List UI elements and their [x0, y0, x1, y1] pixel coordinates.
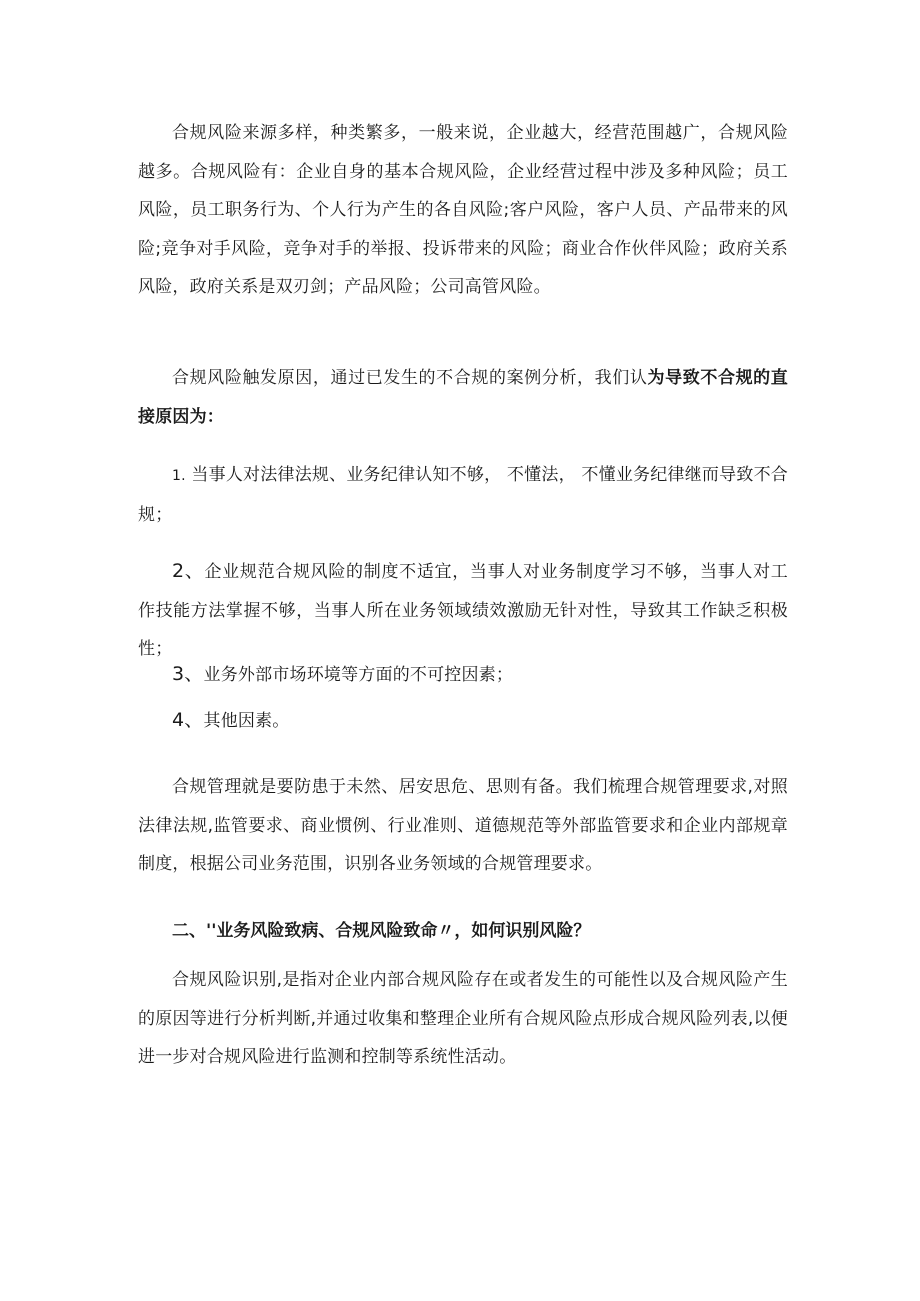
- list-item-2: [138, 552, 788, 669]
- paragraph-risk-identification-text: 合规风险识别,是指对企业内部合规风险存在或者发生的可能性以及合规风险产生的原因等进行分析判断,并通过收集和整理企业所有合规风险点形成合规风险列表,以便进一步对合规风险进行监测和控制等系统性活动。: [138, 970, 788, 1067]
- list-item-1-text: 当事人对法律法规、业务纪律认知不够， 不懂法， 不懂业务纪律继而导致不合规；: [138, 465, 788, 525]
- list-item-4: [138, 701, 788, 741]
- list-item-1: [138, 456, 788, 534]
- list-item-2-number: 2、: [172, 560, 205, 582]
- paragraph-risk-identification: [138, 961, 788, 1077]
- paragraph-compliance-management: [138, 768, 788, 884]
- list-item-4-text: 其他因素。: [203, 711, 290, 731]
- paragraph-trigger-causes-text: 合规风险触发原因，通过已发生的不合规的案例分析，我们认: [172, 368, 648, 388]
- section-heading-2: 二、''业务风险致病、合规风险致命〃，如何识别风险？: [172, 921, 591, 941]
- paragraph-risk-sources: [138, 114, 788, 307]
- list-item-1-number: 1.: [172, 468, 186, 484]
- list-item-3: [138, 655, 788, 695]
- paragraph-trigger-causes: [138, 359, 788, 436]
- paragraph-trigger-causes-bold: 为导致不合规的直接原因为：: [138, 368, 788, 427]
- list-item-3-text: 业务外部市场环境等方面的不可控因素；: [203, 665, 514, 685]
- list-item-2-text: 企业规范合规风险的制度不适宜，当事人对业务制度学习不够，当事人对工作技能方法掌握不够，当事人所在业务领域绩效激励无针对性，导致其工作缺乏积极性；: [138, 562, 788, 659]
- paragraph-compliance-management-text: 合规管理就是要防患于未然、居安思危、思则有备。我们梳理合规管理要求,对照法律法规,监管要求、商业惯例、行业准则、道德规范等外部监管要求和企业内部规章制度，根据公司业务范围，识别各业务领域的合规管理要求。: [138, 777, 788, 874]
- list-item-4-number: 4、: [172, 709, 204, 731]
- list-item-3-number: 3、: [172, 663, 204, 685]
- paragraph-risk-sources-text: 合规风险来源多样，种类繁多，一般来说，企业越大，经营范围越广，合规风险越多。合规风险有：企业自身的基本合规风险，企业经营过程中涉及多种风险；员工风险，员工职务行为、个人行为产生的各自风险;客户风险，客户人员、产品带来的风险;竞争对手风险，竞争对手的举报、投诉带来的风险；商业合作伙伴风险；政府关系风险，政府关系是双刃剑；产品风险；公司高管风险。: [138, 123, 788, 297]
